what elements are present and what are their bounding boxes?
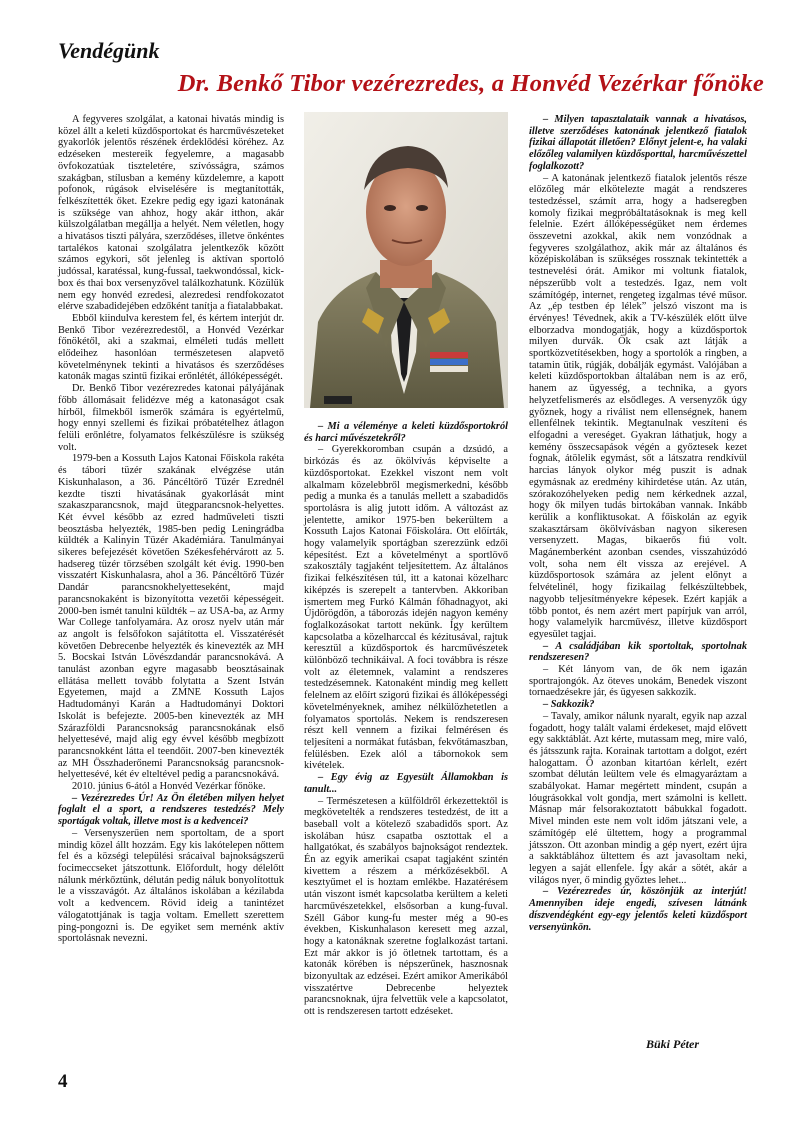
portrait-photo bbox=[304, 112, 508, 408]
article-paragraph: – Gyerekkoromban csupán a dzsúdó, a birkózás és az ökölvívás képviselte a küzdősportokat. Ezekkel viszont nem volt alkalmam közelebbről megismerkedni, később pedig a munka és a tanulás mellett a szabadidős sportolásra is alig jutott időm. A változást az jelentette, amikor 1975-ben bekerültem a Kossuth Lajos Katonai Főiskolára. Ott előírták, hogy valamelyik sportágban szerezzünk edzői képesítést. Ezt a követelményt a sportlövő szakosztály tagjaként teljesítettem. Az általános fizikai felkészítésen túl, itt a katonai közelharc kiképzés is szerepelt a tantervben. Akkoriban ismertem meg Furkó Kálmán főhadnagyot, aki Újdörögdön, a táborozás idején nagyon kemény foglalkozásokat tartott nekünk. Így kerültem kapcsolatba a közelharccal és kézitusával, rajtuk keresztül a küzdősportok és harcművészetek különböző technikáival. A foci továbbra is része volt az életemnek, valamint a rendszeres testedzésemnek. Katonaként mindig meg kellett felelnem az előírt szigorú fizikai és állóképességi követelményeknek, amihez nélkülözhetetlen a folyamatos sportolás. Nekem is rendszeresen részt kell vennem a fizikai felmérésen és teljesíteni a normákat futásban, fekvőtámaszban, felülésben. Ezek alól a tábornokok sem kivételek. bbox=[304, 444, 508, 772]
article-headline: Dr. Benkő Tibor vezérezredes, a Honvéd Vezérkar főnöke bbox=[177, 70, 764, 97]
article-paragraph: – A katonának jelentkező fiatalok jelentős része előzőleg már elkötelezte magát a rendszeres testedzéssel, számít arra, hogy a hadseregben komoly fizikai megpróbáltatásoknak is meg kell felelnie. Ezért állóképességüket nem érdemes összevetni azokkal, akik nem vonzódnak a fegyveres szolgálathoz, akik már az általános és középiskolában is szükséges rossznak tekintették a testnevelési órát. Amikor mi voltunk fiatalok, népszerűbb volt a testedzés. Igaz, nem volt számítógép, internet, rengeteg izgalmas tévé műsor. Az „ép testben ép lélek” jelszó viszont ma is érvényes! Tévednek, akik a TV-készülék előtt ülve elborzadva mondogatják, hogy a küzdősportok milyen durvák. Ők csak azt látják a sportközvetítésekben, hogy a sportolók a ringben, a tatamin ütik, rúgják, dobálják egymást. Valójában a keleti küzdősportokban általában nem is az erő, hanem az ügyesség, a technika, a gyors helyzetfelismerés az elsődleges. A versenyzők úgy győznek, hogy a riválist nem ellenségnek, hanem ellenfélnek tekintik. Megtanulnak veszíteni és elfogadni a vereséget. Gyakran láthatjuk, hogy a kemény összecsapások végén a győztesek kezet fognak, átölelik egymást, sőt a látszatra rendkívül harcias lányok olykor még puszit is adnak egymásnak az eredmény kihirdetése után. Az után, szórakozóhelyeken pedig nem kérkednek azzal, hogy ők milyen tudás birtokában vannak. Inkább kerülik a konfliktusokat. A főiskolán az egyik szakasztársam ökölvívásban nagyon sikeresen versenyzett. Magas, bikaerős fiú volt. Magánemberként azonban csendes, visszahúzódó volt, soha nem élt vissza az erejével. A küzdősportosok számára az jelent előnyt a felvételinél, hogy fizikailag felkészültebbek, nagyobb teljesítményekre képesek. Ezért kapják a több pontot, és nem azért mert papírjuk van arról, hogy valamelyik harcművész, illetve küzdősport egyesület tagjai. bbox=[529, 172, 747, 640]
article-paragraph: A fegyveres szolgálat, a katonai hivatás mindig is közel állt a keleti küzdősportokat és harcművészeteket gyakorlók jelentős részének érdeklődési köréhez. Az edzéseken mestereik fegyelemre, a magasabb övfokozatúak tiszteletére, szívósságra, számos szakágban, stílusban a kemény küzdelemre, a kapott pofonok, rúgások elviselésére is megtanították, felkészítették őket. Ezekre pedig egy igazi katonának is szüksége van ahhoz, hogy akár itthon, akár külszolgálatban megállja a helyét. Nem véletlen, hogy a hivatásos tiszti pályára, szerződéses, illetve önkéntes tartalékos katonai szolgálatra jelentkezők között számos egykori, sőt jelenleg is aktívan sportoló judóssal, karatéssal, kung-fussal, taekwondóssal, kick-box és thai box versenyzővel találkozhatunk. Közülük nem egy honvéd ezredesi, alezredesi rendfokozatot elérve szabadidejében edzőként tanítja a fiatalabbakat. bbox=[58, 114, 284, 313]
interview-question: – Vezérezredes Úr! Az Ön életében milyen helyet foglalt el a sport, a rendszeres testedzés? Mely sportágak voltak, illetve most is a kedvencei? bbox=[58, 792, 284, 828]
article-paragraph: 1979-ben a Kossuth Lajos Katonai Főiskola rakéta és tábori tüzér szakának elvégzése után Kiskunhalason, a 36. Páncéltörő Tüzér Ezrednél kezdte tiszti hivatásának gyakorlását mint szakaszparancsnok, majd ütegparancsnok-helyettes. Két évvel később az ezred hadműveleti tiszti beosztásba helyezték, 1985-ben pedig Leningrádba küldték a Kalinyin Tüzér Akadémiára. Tanulmányai sikeres befejezését követően Székesfehérvárott az 5. hadsereg tüzér törzsében szolgált két évig. 1990-ben visszatért Kiskunhalasra, ahol a 36. Páncéltörő Tüzér Dandár parancsnokhelyetteseként, majd parancsnokaként is bizonyította vezetői képességeit. 2000-ben ismét tanulni küldték – az USA-ba, az Army War College tanfolyamára. Az orosz nyelv után már az angolt is felsőfokon sajátította el. Visszatérését követően Debrecenbe helyezték és kinevezték az MH 5. Bocskai István Lövészdandár parancsnokává. A tanulást azonban egyre magasabb beosztásainak ellátása mellett tovább folytatta a Szent István Egyetemen, majd a ZMNE Kossuth Lajos Hadtudományi Karán a Hadtudományi Doktori Iskolát is befejezte. 2005-ben kinevezték az MH Szárazföldi Parancsnokság parancsnokának első helyettesévé, majd alig egy évvel később megbízott parancsnokként látta el teendőit. 2007-ben kinevezték az MH Összhaderőnemi Parancsnokság parancsnok-helyettesévé, két év elteltével pedig a parancsnokává. bbox=[58, 453, 284, 781]
interview-question: – Vezérezredes úr, köszönjük az interjút! Amennyiben ideje engedi, szívesen látnánk díszvendégként egy-egy jelentős keleti küzdősport versenyünkön. bbox=[529, 886, 747, 933]
article-paragraph: Dr. Benkő Tibor vezérezredes katonai pályájának főbb állomásait felidézve még a katonaságot csak hírből, filmekből ismerők számára is egyértelmű, hogy ennyi szellemi és fizikai próbatételhez átlagon felüli erőnlétre, folyamatos felkészülésre is szükség volt. bbox=[58, 383, 284, 453]
interview-question: – Milyen tapasztalataik vannak a hivatásos, illetve szerződéses katonának jelentkező fiatalok fizikai állapotát illetően? Előnyt jelent-e, ha valaki előzőleg valamilyen küzdősporttal, harcművészettel foglalkozott? bbox=[529, 114, 747, 172]
column-2 bbox=[304, 421, 508, 1018]
article-paragraph: – Természetesen a külföldről érkezettektől is megkövetelték a rendszeres testedzést, de itt a baseball volt a kötelező szabadidős sport. Az iskolában húsz csapatba osztottak el a hallgatókat, és szabályos bajnokságot rendeztek. Én az egyik amerikai csapat tagjaként szintén kivettem a részem a mérkőzésekből. A kesztyűmet el is hoztam emlékbe. Hazatérésem után viszont ismét kapcsolatba kerültem a keleti harcművészetekkel, elsősorban a kung-fuval. Széll Gábor kung-fu mester még a 90-es években, Kiskunhalason keresett meg azzal, hogy a katonáknak szeretne foglalkozást tartani. Ezt már akkor is jó ötletnek tartottam, és a katonák körében is népszerűnek, hasznosnak bizonyultak az edzései. Ezért amikor Amerikából visszatértve Debrecenbe helyeztek parancsnoknak, újra felvettük vele a kapcsolatot, ott is rendszeresen tartott edzéseket. bbox=[304, 795, 508, 1018]
author-signature: Büki Péter bbox=[646, 1037, 699, 1051]
column-1 bbox=[58, 114, 284, 945]
interview-question: – Mi a véleménye a keleti küzdősportokról és harci művészetekről? bbox=[304, 421, 508, 444]
article-paragraph: 2010. június 6-ától a Honvéd Vezérkar főnöke. bbox=[72, 781, 266, 793]
interview-question: – Egy évig az Egyesült Államokban is tanult... bbox=[304, 772, 508, 795]
interview-question: – A családjában kik sportoltak, sportolnak rendszeresen? bbox=[529, 640, 747, 664]
article-paragraph: – Két lányom van, de ők nem igazán sportrajongók. Az öteves unokám, Benedek viszont tornaedzésekre jár, és ügyesen sakkozik. bbox=[529, 664, 747, 699]
portrait-illustration bbox=[304, 112, 508, 408]
article-paragraph: – Tavaly, amikor nálunk nyaralt, egyik nap azzal fogadott, hogy talált valami érdekeset, majd elővett egy sakktáblát. Azt kérte, mutassam meg, mire való, és játsszunk rajta. Korainak tartottam a dolgot, ezért halogattam. Ő azonban kitartóan kérlelt, ezért szombat délután leültem vele és elmagyaráztam a szabályokat. Hamar megértett mindent, csupán a lóugrásokkal volt gondja, mert számolni is kellett. Másnap már felsorakoztatott bábukkal fogadott. Mivel minden este nem volt időm játszani vele, a számítógép elé ültettem, hogy a programmal játsszon. Ott azonban mindig a gép nyert, ezért újra a sakktáblához ültettem és azt javasoltam neki, legyen a saját ellenfele. Így akár a sötét, akár a világos nyer, ő mindig győztes lehet... bbox=[529, 710, 747, 886]
article-paragraph: Ebből kiindulva kerestem fel, és kértem interjút dr. Benkő Tibor vezérezredestől, a Honvéd Vezérkar főnökétől, aki a szakmai, elméleti tudás mellett elődeihez hasonlóan természetesen alapvető követelménynek tekinti a hivatásos és szerződéses katonák magas szintű fizikai erőnlétét, állóképességét. bbox=[58, 312, 284, 383]
article-paragraph: – Versenyszerűen nem sportoltam, de a sport mindig közel állt hozzám. Egy kis lakótelepen nőttem fel és a községi települési srácaival bajnokságszerű focimeccseket játszottunk. Előfordult, hogy délelőtt nálunk mérkőztünk, délután pedig náluk bonyolítottuk le a visszavágót. Az általános iskolában a kézilabda volt a kedvencem. Rövid ideig a tanintézet válogatottjának is tagja voltam. Emellett szerettem ping-pongozni is. De egyiket sem mernénk aktív sportolásnak nevezni. bbox=[58, 827, 284, 945]
interview-question: – Sakkozik? bbox=[543, 699, 595, 711]
page-number: 4 bbox=[58, 1071, 68, 1092]
column-3 bbox=[529, 114, 747, 933]
section-label: Vendégünk bbox=[58, 38, 160, 63]
